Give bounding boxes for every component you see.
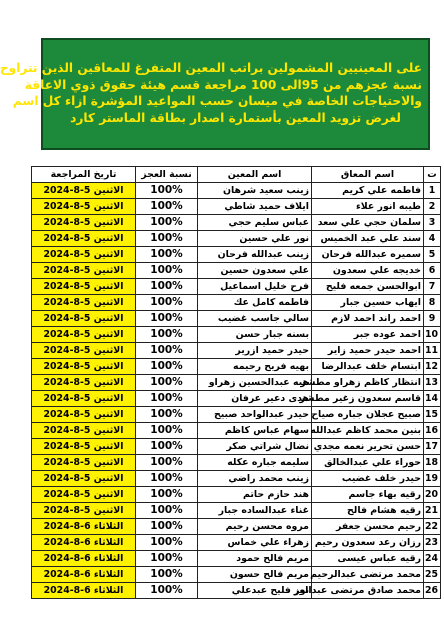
appointments-table [31,166,441,599]
row-disabled-name: رحيم محسن جعفر [312,519,424,535]
row-disability-pct: 100% [136,247,198,263]
header-disabled-name: اسم المعاق [312,167,424,183]
table-row [32,215,441,231]
row-review-date: الثلاثاء 6-8-2024 [32,551,136,567]
table-row [32,567,441,583]
row-disability-pct: 100% [136,423,198,439]
row-disabled-name: رقيه عباس عيسى [312,551,424,567]
row-review-date: الثلاثاء 6-8-2024 [32,535,136,551]
row-disability-pct: 100% [136,311,198,327]
row-carer-name: سليمه جباره عكله [198,455,312,471]
row-disabled-name: احمد عوده جبر [312,327,424,343]
row-carer-name: زينب محمد راضي [198,471,312,487]
row-carer-name: ايلاف حميد شاطي [198,199,312,215]
row-index: 3 [424,215,441,231]
row-disability-pct: 100% [136,439,198,455]
table-row [32,519,441,535]
row-disability-pct: 100% [136,471,198,487]
row-disabled-name: سميره عبدالله فرحان [312,247,424,263]
row-disability-pct: 100% [136,327,198,343]
row-disability-pct: 100% [136,487,198,503]
row-disabled-name: محمد مرتضى عبدالرحيم [312,567,424,583]
row-index: 5 [424,247,441,263]
row-disability-pct: 100% [136,567,198,583]
row-carer-name: سالي جاسب غضيب [198,311,312,327]
row-disability-pct: 100% [136,407,198,423]
row-disability-pct: 100% [136,295,198,311]
row-disabled-name: فاطمه علي كريم [312,183,424,199]
row-index: 26 [424,583,441,599]
table-row [32,535,441,551]
row-disability-pct: 100% [136,391,198,407]
row-review-date: الاثنين 5-8-2024 [32,359,136,375]
row-disability-pct: 100% [136,375,198,391]
row-review-date: الاثنين 5-8-2024 [32,407,136,423]
row-carer-name: مريم فالح حمود [198,551,312,567]
row-disability-pct: 100% [136,551,198,567]
row-carer-name: نور فليح عبدعلي [198,583,312,599]
row-disabled-name: حيدر خلف غضيب [312,471,424,487]
row-review-date: الاثنين 5-8-2024 [32,391,136,407]
table-row [32,183,441,199]
row-disability-pct: 100% [136,199,198,215]
table-row [32,407,441,423]
row-index: 17 [424,439,441,455]
row-review-date: الثلاثاء 6-8-2024 [32,583,136,599]
row-review-date: الاثنين 5-8-2024 [32,503,136,519]
row-review-date: الاثنين 5-8-2024 [32,231,136,247]
table-row [32,247,441,263]
row-review-date: الاثنين 5-8-2024 [32,471,136,487]
row-carer-name: فاطمه كامل عك [198,295,312,311]
row-review-date: الاثنين 5-8-2024 [32,183,136,199]
row-disability-pct: 100% [136,519,198,535]
row-review-date: الاثنين 5-8-2024 [32,375,136,391]
row-disability-pct: 100% [136,583,198,599]
table-row [32,343,441,359]
row-review-date: الاثنين 5-8-2024 [32,199,136,215]
row-disability-pct: 100% [136,359,198,375]
row-disabled-name: ايهاب حسين جبار [312,295,424,311]
row-index: 16 [424,423,441,439]
table-row [32,359,441,375]
row-carer-name: زهراء علي خماس [198,535,312,551]
table-row [32,263,441,279]
row-review-date: الاثنين 5-8-2024 [32,327,136,343]
row-review-date: الاثنين 5-8-2024 [32,439,136,455]
table-row [32,503,441,519]
row-disabled-name: حسن تحرير نعمه مجدي [312,439,424,455]
header-carer-name: اسم المعين [198,167,312,183]
notice-line-4: لغرض تزويد المعين بأستمارة اصدار بطاقة الماستر كارد [70,110,401,125]
row-carer-name: نور علي حسين [198,231,312,247]
table-row [32,583,441,599]
row-carer-name: علي سعدون حسين [198,263,312,279]
row-index: 7 [424,279,441,295]
row-disability-pct: 100% [136,215,198,231]
table-row [32,423,441,439]
row-review-date: الثلاثاء 6-8-2024 [32,567,136,583]
row-disabled-name: ابوالحسن جمعه فليح [312,279,424,295]
header-review-date: تاريخ المراجعة [32,167,136,183]
row-review-date: الاثنين 5-8-2024 [32,423,136,439]
table-row [32,487,441,503]
row-disabled-name: صبيح عجلان جباره صياح [312,407,424,423]
row-disability-pct: 100% [136,343,198,359]
row-index: 10 [424,327,441,343]
row-index: 11 [424,343,441,359]
row-carer-name: غناء عبدالساده جبار [198,503,312,519]
row-disabled-name: بنين محمد كاظم عبدالله [312,423,424,439]
row-disabled-name: رقيه هشام فالح [312,503,424,519]
table-body [32,183,441,599]
table-row [32,199,441,215]
row-disabled-name: رزان رعد سعدون رحيم [312,535,424,551]
row-index: 18 [424,455,441,471]
row-carer-name: زينب عبدالله فرحان [198,247,312,263]
row-index: 4 [424,231,441,247]
notice-banner [0,38,430,150]
table-row [32,439,441,455]
row-carer-name: مريم فالح حسون [198,567,312,583]
row-index: 14 [424,391,441,407]
row-index: 9 [424,311,441,327]
table-row [32,391,441,407]
row-carer-name: مروه محسن رحيم [198,519,312,535]
table-row [32,295,441,311]
row-review-date: الاثنين 5-8-2024 [32,247,136,263]
row-index: 8 [424,295,441,311]
row-carer-name: بهيه فريح رحيمه [198,359,312,375]
table-row [32,279,441,295]
row-disabled-name: طيبه انور علاء [312,199,424,215]
row-carer-name: هند حازم حاتم [198,487,312,503]
row-index: 19 [424,471,441,487]
row-review-date: الثلاثاء 6-8-2024 [32,519,136,535]
row-disability-pct: 100% [136,455,198,471]
row-index: 21 [424,503,441,519]
row-index: 22 [424,519,441,535]
row-carer-name: بسنه جبار حسن [198,327,312,343]
notice-line-2: نسبة عجزهم من 95الى 100 مراجعة قسم هيئة حقوق ذوي الاعاقة [24,77,422,92]
row-disability-pct: 100% [136,183,198,199]
row-review-date: الاثنين 5-8-2024 [32,279,136,295]
row-disabled-name: خديجه علي سعدون [312,263,424,279]
table-header-row [32,167,441,183]
row-disability-pct: 100% [136,279,198,295]
row-review-date: الاثنين 5-8-2024 [32,263,136,279]
row-disabled-name: محمد صادق مرتضى عبدالعز [312,583,424,599]
row-index: 20 [424,487,441,503]
row-disabled-name: قاسم سعدون زغير مطشر [312,391,424,407]
row-index: 2 [424,199,441,215]
row-disabled-name: سند علي عبد الخميس [312,231,424,247]
table-row [32,551,441,567]
row-carer-name: حيدر عبدالواحد صبيح [198,407,312,423]
notice-line-1: على المعينيين المشمولين براتب المعين المتفرغ للمعاقين الذين تتراوح [0,61,422,75]
row-carer-name: هبه عبدالحسين زهراو [198,375,312,391]
row-disabled-name: سلمان حجي علي سعد [312,215,424,231]
row-disability-pct: 100% [136,231,198,247]
table-row [32,231,441,247]
row-review-date: الاثنين 5-8-2024 [32,343,136,359]
notice-line-3: والاحتياجات الخاصة في ميسان حسب المواعيد المؤشرة ازاء كل اسم [12,94,422,109]
row-disabled-name: حوراء علي عبدالخالق [312,455,424,471]
row-review-date: الاثنين 5-8-2024 [32,215,136,231]
row-disabled-name: رقيه بهاء جاسم [312,487,424,503]
row-index: 13 [424,375,441,391]
table-row [32,455,441,471]
table-row [32,311,441,327]
row-index: 6 [424,263,441,279]
row-index: 12 [424,359,441,375]
table-row [32,327,441,343]
row-review-date: الاثنين 5-8-2024 [32,311,136,327]
row-disabled-name: انتظار كاظم زهراو مطشر [312,375,424,391]
row-carer-name: نضال شراتي صكر [198,439,312,455]
row-index: 25 [424,567,441,583]
row-review-date: الاثنين 5-8-2024 [32,295,136,311]
header-disability-pct: نسبة العجز [136,167,198,183]
row-carer-name: هدى دعير عرفان [198,391,312,407]
table-row [32,375,441,391]
row-disability-pct: 100% [136,503,198,519]
header-index: ت [424,167,441,183]
row-carer-name: حيدر حميد ازرير [198,343,312,359]
row-index: 1 [424,183,441,199]
row-disabled-name: ابتسام خلف عبدالرضا [312,359,424,375]
row-disability-pct: 100% [136,535,198,551]
row-disabled-name: احمد راند احمد لازم [312,311,424,327]
row-disabled-name: احمد حيدر حميد زاير [312,343,424,359]
table-row [32,471,441,487]
row-index: 15 [424,407,441,423]
row-carer-name: فرح خليل اسماعيل [198,279,312,295]
row-index: 24 [424,551,441,567]
row-carer-name: زينب سعيد شرهان [198,183,312,199]
row-disability-pct: 100% [136,263,198,279]
row-review-date: الاثنين 5-8-2024 [32,487,136,503]
row-index: 23 [424,535,441,551]
row-carer-name: سهام عباس كاظم [198,423,312,439]
row-carer-name: عباس سليم حجي [198,215,312,231]
row-review-date: الاثنين 5-8-2024 [32,455,136,471]
